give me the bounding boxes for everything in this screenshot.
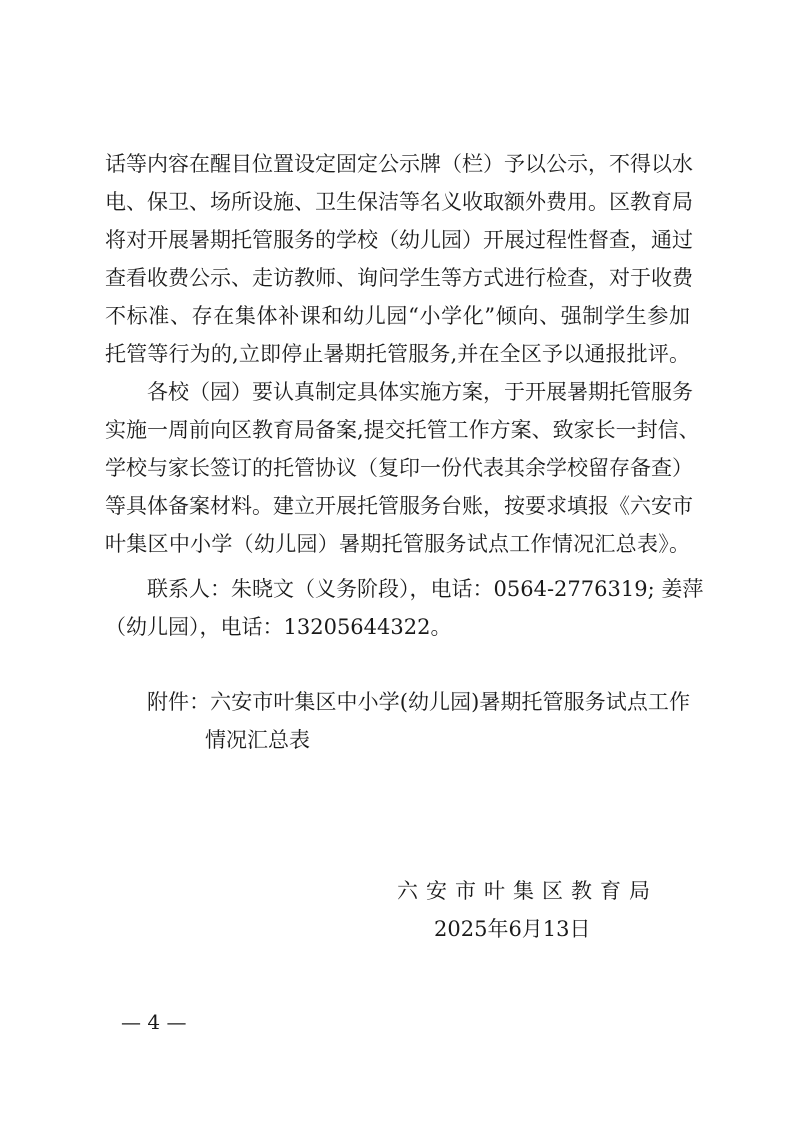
paragraph-line: 查看收费公示、走访教师、询问学生等方式进行检查，对于收费 (105, 266, 693, 290)
paragraph-line: 不标准、存在集体补课和幼儿园“小学化”倾向、强制学生参加 (105, 304, 690, 328)
paragraph-line: 等具体备案材料。建立开展托管服务台账，按要求填报《六安市 (105, 494, 693, 518)
signature-date: 2025年6月13日 (434, 917, 591, 941)
paragraph-line: 实施一周前向区教育局备案,提交托管工作方案、致家长一封信、 (105, 418, 700, 442)
contact-line: 联系人：朱晓文（义务阶段），电话：0564-2776319; 姜萍 (147, 577, 704, 601)
paragraph-line: 各校（园）要认真制定具体实施方案，于开展暑期托管服务 (147, 380, 693, 404)
paragraph-line: 学校与家长签订的托管协议（复印一份代表其余学校留存备查） (105, 456, 693, 480)
signature-organization: 六安市叶集区教育局 (397, 879, 658, 903)
paragraph-line: 将对开展暑期托管服务的学校（幼儿园）开展过程性督查，通过 (105, 228, 693, 252)
paragraph-line: 话等内容在醒目位置设定固定公示牌（栏）予以公示，不得以水 (105, 152, 693, 176)
attachment-line: 附件：六安市叶集区中小学(幼儿园)暑期托管服务试点工作 (147, 690, 690, 714)
paragraph-line: 电、保卫、场所设施、卫生保洁等名义收取额外费用。区教育局 (105, 190, 693, 214)
page-number: — 4 — (121, 1010, 187, 1034)
attachment-line: 情况汇总表 (205, 728, 310, 752)
paragraph-line: 叶集区中小学（幼儿园）暑期托管服务试点工作情况汇总表》。 (105, 532, 690, 556)
contact-line: （幼儿园），电话：13205644322。 (105, 615, 452, 639)
paragraph-line: 托管等行为的,立即停止暑期托管服务,并在全区予以通报批评。 (105, 342, 690, 366)
